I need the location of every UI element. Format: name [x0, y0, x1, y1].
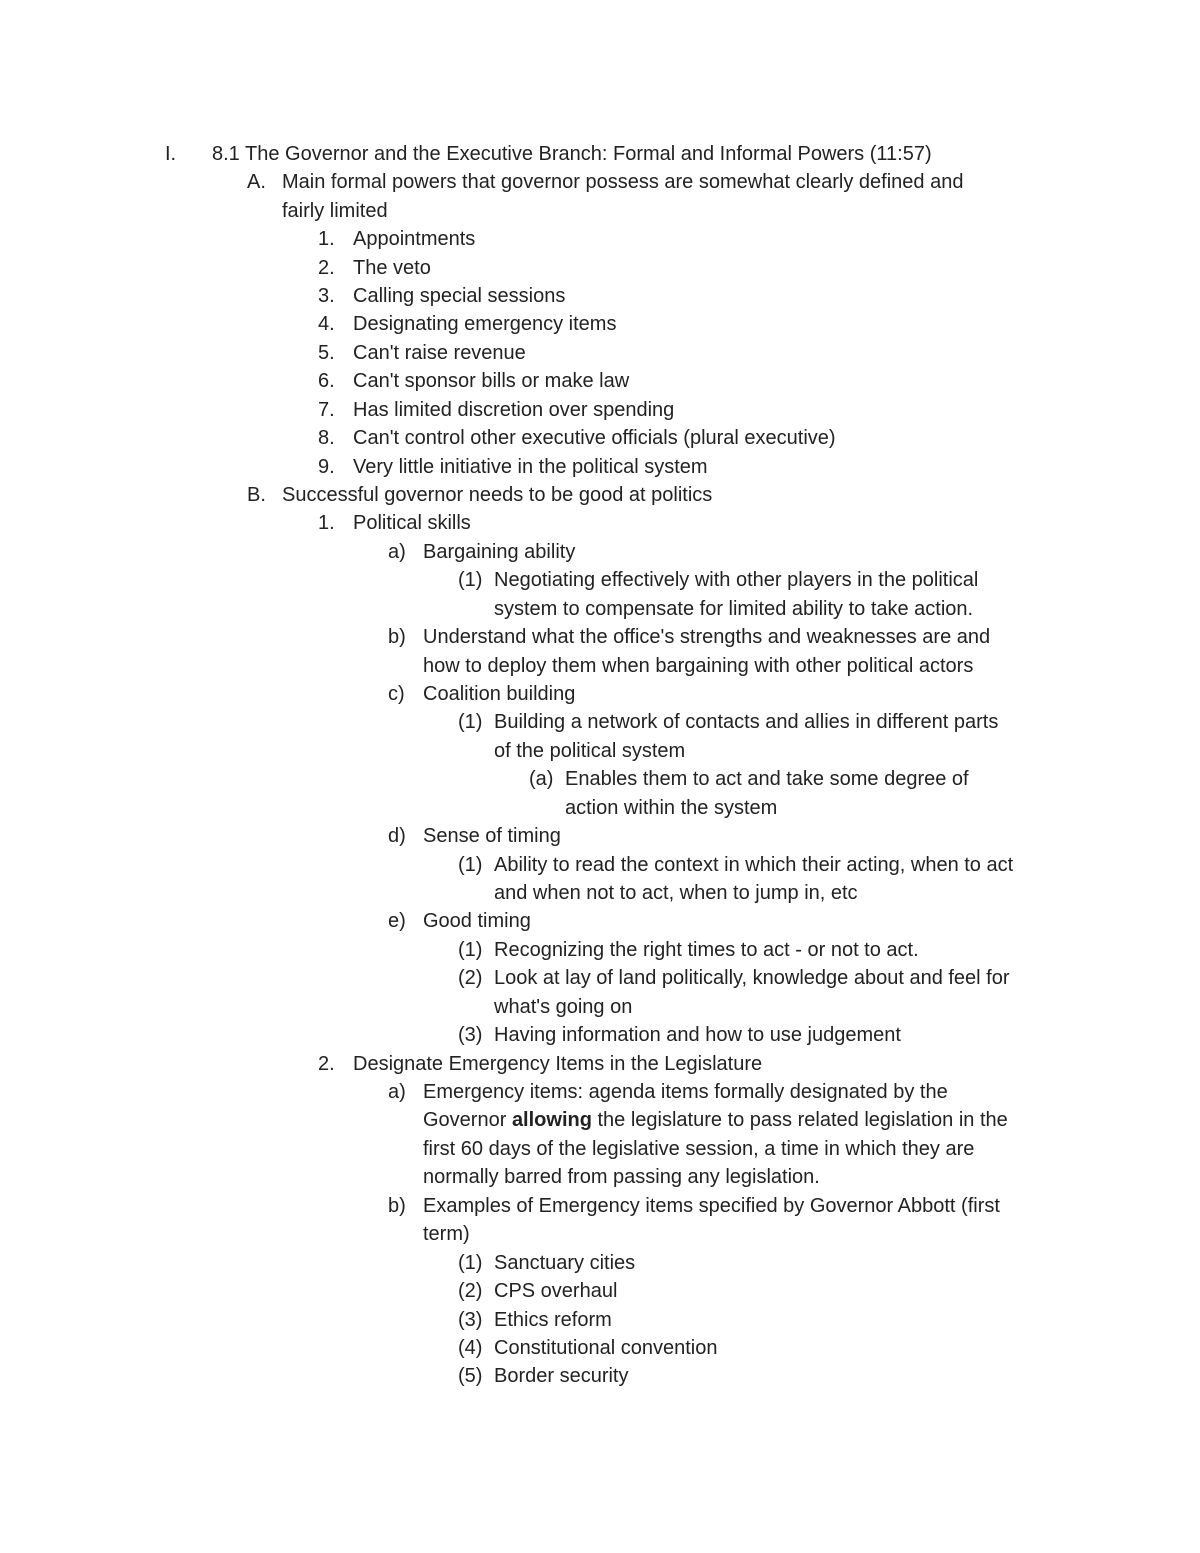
outline-marker: 2. — [318, 1053, 335, 1075]
outline-text: Bargaining ability — [423, 541, 576, 563]
outline-text: Sanctuary cities — [494, 1252, 636, 1274]
outline-text: Look at lay of land politically, knowledge about and feel for — [494, 967, 1010, 989]
outline-text: system to compensate for limited ability to take action. — [494, 598, 974, 620]
outline-text-bold: allowing — [511, 1109, 592, 1131]
outline-text: action within the system — [565, 797, 778, 819]
outline-marker: 9. — [318, 456, 335, 478]
outline-marker: I. — [165, 143, 177, 165]
outline-text: Having information and how to use judgement — [494, 1024, 901, 1046]
outline-marker: b) — [388, 1195, 406, 1217]
outline-text: Political skills — [353, 512, 471, 534]
outline-text: Building a network of contacts and allies in different parts — [494, 711, 999, 733]
outline-marker: 6. — [318, 370, 335, 392]
outline-text: Designating emergency items — [353, 313, 617, 335]
outline-marker: e) — [388, 910, 406, 932]
outline-marker: (1) — [458, 854, 483, 876]
outline-text: Coalition building — [423, 683, 576, 705]
outline-marker: (4) — [458, 1337, 483, 1359]
outline-marker: c) — [388, 683, 405, 705]
outline-marker: B. — [247, 484, 266, 506]
outline-marker: a) — [388, 541, 406, 563]
outline-marker: (2) — [458, 1280, 483, 1302]
outline-text: Enables them to act and take some degree of — [565, 768, 969, 790]
outline-text: Very little initiative in the political system — [353, 456, 708, 478]
outline-text: The veto — [353, 257, 431, 279]
outline-marker: A. — [247, 171, 266, 193]
outline-marker: d) — [388, 825, 406, 847]
outline-text: first 60 days of the legislative session, a time in which they are — [423, 1138, 975, 1160]
outline-marker: 1. — [318, 512, 335, 534]
outline-text: Negotiating effectively with other players in the political — [494, 569, 979, 591]
outline-text: Successful governor needs to be good at politics — [282, 484, 713, 506]
outline-text: Appointments — [353, 228, 476, 250]
outline-text: Border security — [494, 1365, 629, 1387]
outline-text: Has limited discretion over spending — [353, 399, 675, 421]
outline-marker: (1) — [458, 939, 483, 961]
outline-text: fairly limited — [282, 200, 388, 222]
outline-marker: (1) — [458, 569, 483, 591]
outline-text: Can't sponsor bills or make law — [353, 370, 630, 392]
outline-marker: 1. — [318, 228, 335, 250]
outline-text-rich — [423, 1106, 1008, 1134]
outline-text: Recognizing the right times to act - or not to act. — [494, 939, 919, 961]
outline-marker: (2) — [458, 967, 483, 989]
outline-text-after: the legislature to pass related legislation in the — [591, 1109, 1008, 1131]
outline-marker: 5. — [318, 342, 335, 364]
outline-text: Can't raise revenue — [353, 342, 526, 364]
outline-text: Can't control other executive officials (plural executive) — [353, 427, 836, 449]
outline-text: Ethics reform — [494, 1309, 612, 1331]
outline-text: Examples of Emergency items specified by Governor Abbott (first — [423, 1195, 1000, 1217]
outline-marker: a) — [388, 1081, 406, 1103]
outline-text: and when not to act, when to jump in, etc — [494, 882, 858, 904]
outline-text: how to deploy them when bargaining with other political actors — [423, 655, 974, 677]
outline-text: what's going on — [494, 996, 633, 1018]
outline-text: normally barred from passing any legislation. — [423, 1166, 820, 1188]
outline-text: Constitutional convention — [494, 1337, 718, 1359]
outline-text: Sense of timing — [423, 825, 561, 847]
outline-marker: (1) — [458, 1252, 483, 1274]
outline-marker: (3) — [458, 1024, 483, 1046]
outline-text: Emergency items: agenda items formally designated by the — [423, 1081, 948, 1103]
outline-marker: b) — [388, 626, 406, 648]
outline-text: Good timing — [423, 910, 531, 932]
outline-marker: (3) — [458, 1309, 483, 1331]
outline-marker: (a) — [529, 768, 554, 790]
outline-marker: 3. — [318, 285, 335, 307]
outline-marker: (1) — [458, 711, 483, 733]
outline-text: of the political system — [494, 740, 686, 762]
outline-marker: 2. — [318, 257, 335, 279]
outline-text: Designate Emergency Items in the Legislature — [353, 1053, 763, 1075]
outline-text-before: Governor — [423, 1109, 512, 1131]
outline-marker: 8. — [318, 427, 335, 449]
outline-marker: 7. — [318, 399, 335, 421]
outline-text: term) — [423, 1223, 470, 1245]
outline-text: CPS overhaul — [494, 1280, 618, 1302]
outline-marker: (5) — [458, 1365, 483, 1387]
outline-text: 8.1 The Governor and the Executive Branch: Formal and Informal Powers (11:57) — [212, 143, 932, 165]
outline-text: Main formal powers that governor possess are somewhat clearly defined and — [282, 171, 964, 193]
outline-text: Understand what the office's strengths and weaknesses are and — [423, 626, 991, 648]
outline-text: Calling special sessions — [353, 285, 566, 307]
outline-marker: 4. — [318, 313, 335, 335]
outline-text: Ability to read the context in which their acting, when to act — [494, 854, 1014, 876]
